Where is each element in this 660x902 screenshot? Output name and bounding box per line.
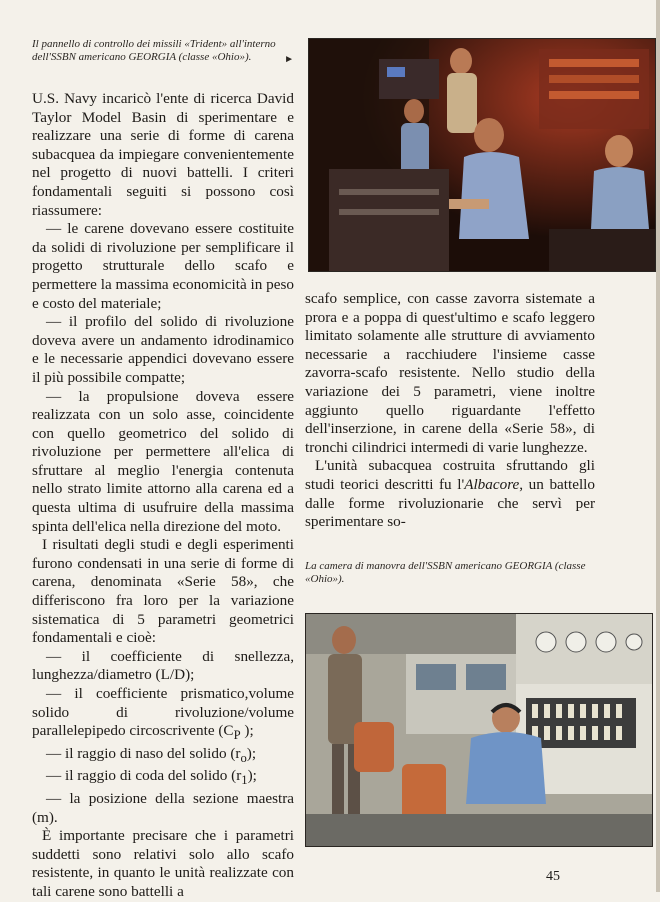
text-column-right: [305, 290, 595, 532]
paragraph: U.S. Navy incaricò l'ente di ricerca David Taylor Model Basin di sperimentare e realizzare una serie di forme di carena subacquea da impiegare convenientemente nel progetto di nuovi battelli. I criteri fondamentali seguiti si possono così riassumere:: [32, 90, 294, 219]
paragraph: [305, 457, 595, 531]
page-number: 45: [546, 869, 560, 884]
parameter-item: — la posizione della sezione maestra (m).: [32, 790, 294, 826]
photo-maneuvering-room: [305, 613, 653, 847]
parameter-item: [32, 745, 294, 768]
parameter-item: — il coefficiente di snellezza, lunghezza/diametro (L/D);: [32, 647, 294, 684]
parameter-text-end: );: [247, 767, 257, 785]
caption-missile-control-panel: [32, 38, 294, 66]
subscript: P: [233, 728, 241, 743]
page-edge-divider: [656, 0, 660, 892]
parameter-text-end: );: [246, 744, 257, 762]
paragraph: scafo semplice, con casse zavorra sistemate a prora e a poppa di quest'ultimo e scafo leggero limitato solamente alle strutture di avviamento necessarie a racchiudere l'insieme casse zavorra-scafo resistente. Nello studio della variazione dei 5 parametri, viene inoltre aggiunto quello riguardante l'effetto dell'inserzione, in carene della «Serie 58», di tronchi cilindrici intermedi di varie lunghezze.: [305, 290, 595, 456]
parameter-item: [32, 767, 294, 790]
ship-name: Albacore: [464, 475, 520, 493]
parameter-item: [32, 685, 294, 745]
subscript: o: [240, 750, 247, 765]
paragraph: I risultati degli studi e degli esperimenti furono condensati in una serie di forme di carena, denominata «Serie 58», che differiscono fra loro per la variazione sistematica di 5 parametri geometrici fondamentali e cioè:: [32, 536, 294, 647]
criteria-item: — la propulsione doveva essere realizzata con un solo asse, coincidente con quello geometrico del solido di rivoluzione per permettere all'elica di sfruttare al meglio l'energia contenuta nello strato limite attorno alla carena ed a questa ultima di usufruire della massima spinta dell'elica nella direzione del moto.: [32, 387, 294, 535]
criteria-item: — il profilo del solido di rivoluzione doveva avere un andamento idrodinamico e le necessarie appendici dovevano essere il più possibile compatte;: [32, 313, 294, 386]
subscript: 1: [241, 773, 248, 788]
paragraph: È importante precisare che i parametri suddetti sono relativi solo allo scafo resistente, in quanto le unità realizzate con tali carene sono battelli a: [32, 827, 294, 901]
arrow-right-icon: ►: [284, 54, 294, 65]
parameter-text: — il coefficiente prismatico,volume solido di rivoluzione/volume parallelepipedo circoscrivente (C: [32, 685, 294, 740]
photo-illustration-bottom: [306, 614, 653, 847]
photo-missile-control-room: [308, 38, 656, 272]
caption-control-room: La camera di manovra dell'SSBN americano GEORGIA (classe «Ohio»).: [305, 560, 586, 585]
parameter-text: — il raggio di naso del solido (r: [46, 744, 241, 762]
parameter-text: — il raggio di coda del solido (r: [46, 767, 242, 785]
paragraph-text: L'unità subacquea costruita sfruttando gli studi teorici descritti fu l': [305, 457, 595, 493]
text-column-left: [32, 90, 294, 902]
parameter-text-end: );: [240, 722, 254, 740]
photo-illustration-top: [309, 39, 656, 272]
criteria-item: — le carene dovevano essere costituite da solidi di rivoluzione per semplificare il progetto strutturale dello scafo e permettere la massima economicità in peso e costo del materiale;: [32, 220, 294, 312]
caption-text: Il pannello di controllo dei missili «Trident» all'interno dell'SSBN americano GEORGIA (classe «Ohio»).: [32, 38, 276, 63]
paragraph-text-end: , un battello dalle forme rivoluzionarie che servì per sperimentare so-: [305, 475, 595, 531]
